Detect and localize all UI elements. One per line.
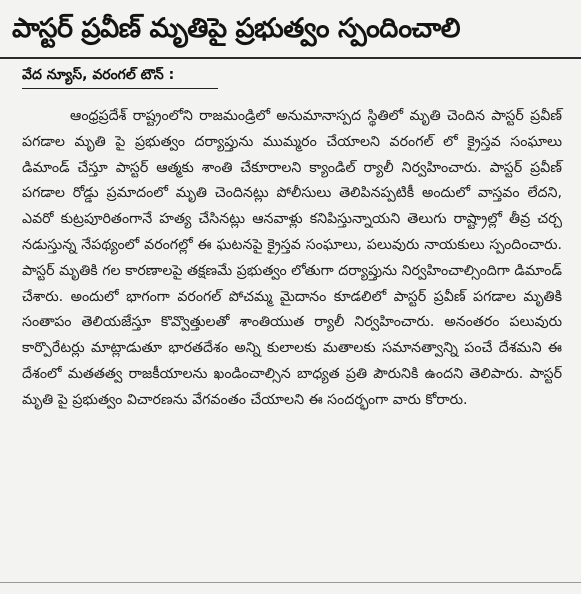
article-body: ఆంధ్రప్రదేశ్ రాష్ట్రంలోని రాజమండ్రిలో అనుమానాస్పద స్థితిలో మృతి చెందిన పాస్టర్ ప్రవీణ్ పగడాల మృతి పై ప్రభుత్వం దర్యాప్తును ముమ్మరం చేయాలని వరంగల్ లో క్రైస్తవ సంఘాలు డిమాండ్ చేస్తూ పాస్టర్ ఆత్మకు శాంతి చేకూరాలని క్యాండిల్ ర్యాలీ నిర్వహించారు. పాస్టర్ ప్రవీణ్ పగడాల రోడ్డు ప్రమాదంలో మృతి చెందినట్లు పోలీసులు తెలిపినప్పటికీ అందులో వాస్తవం లేదని, ఎవరో కుట్రపూరితంగానే హత్య చేసినట్లు ఆనవాళ్లు కనిపిస్తున్నాయని తెలుగు రాష్ట్రాల్లో తీవ్ర చర్చ నడుస్తున్న నేపథ్యంలో వరంగల్లో ఈ ఘటనపై క్రైస్తవ సంఘాలు, పలువురు నాయకులు స్పందించారు. పాస్టర్ మృతికి గల కారణాలపై తక్షణమే ప్రభుత్వం లోతుగా దర్యాప్తును నిర్వహించాల్సిందిగా డిమాండ్ చేశారు. అందులో భాగంగా వరంగల్ పోచమ్మ మైదానం కూడలిలో పాస్టర్ ప్రవీణ్ పగడాల మృతికి సంతాపం తెలియజేస్తూ కొవ్వొత్తులతో శాంతియుత ర్యాలీ నిర్వహించారు. అనంతరం పలువురు కార్పొరేటర్లు మాట్లాడుతూ భారతదేశం అన్ని కులాలకు మతాలకు సమానత్వాన్ని పంచే దేశమని ఈ దేశంలో మతతత్వ రాజకీయాలను ఖండించాల్సిన బాధ్యత ప్రతి పౌరునికి ఉందని తెలిపారు. పాస్టర్ మృతి పై ప్రభుత్వం విచారణను వేగవంతం చేయాలని ఈ సందర్భంగా వారు కోరారు.: [22, 108, 562, 408]
bottom-divider: [0, 582, 581, 583]
dateline: వేద న్యూస్, వరంగల్ టౌన్ :: [22, 67, 175, 83]
headline: పాస్టర్ ప్రవీణ్ మృతిపై ప్రభుత్వం స్పందించాలి: [12, 13, 461, 44]
headline-divider: [0, 57, 581, 59]
dateline-underline: [22, 88, 218, 89]
